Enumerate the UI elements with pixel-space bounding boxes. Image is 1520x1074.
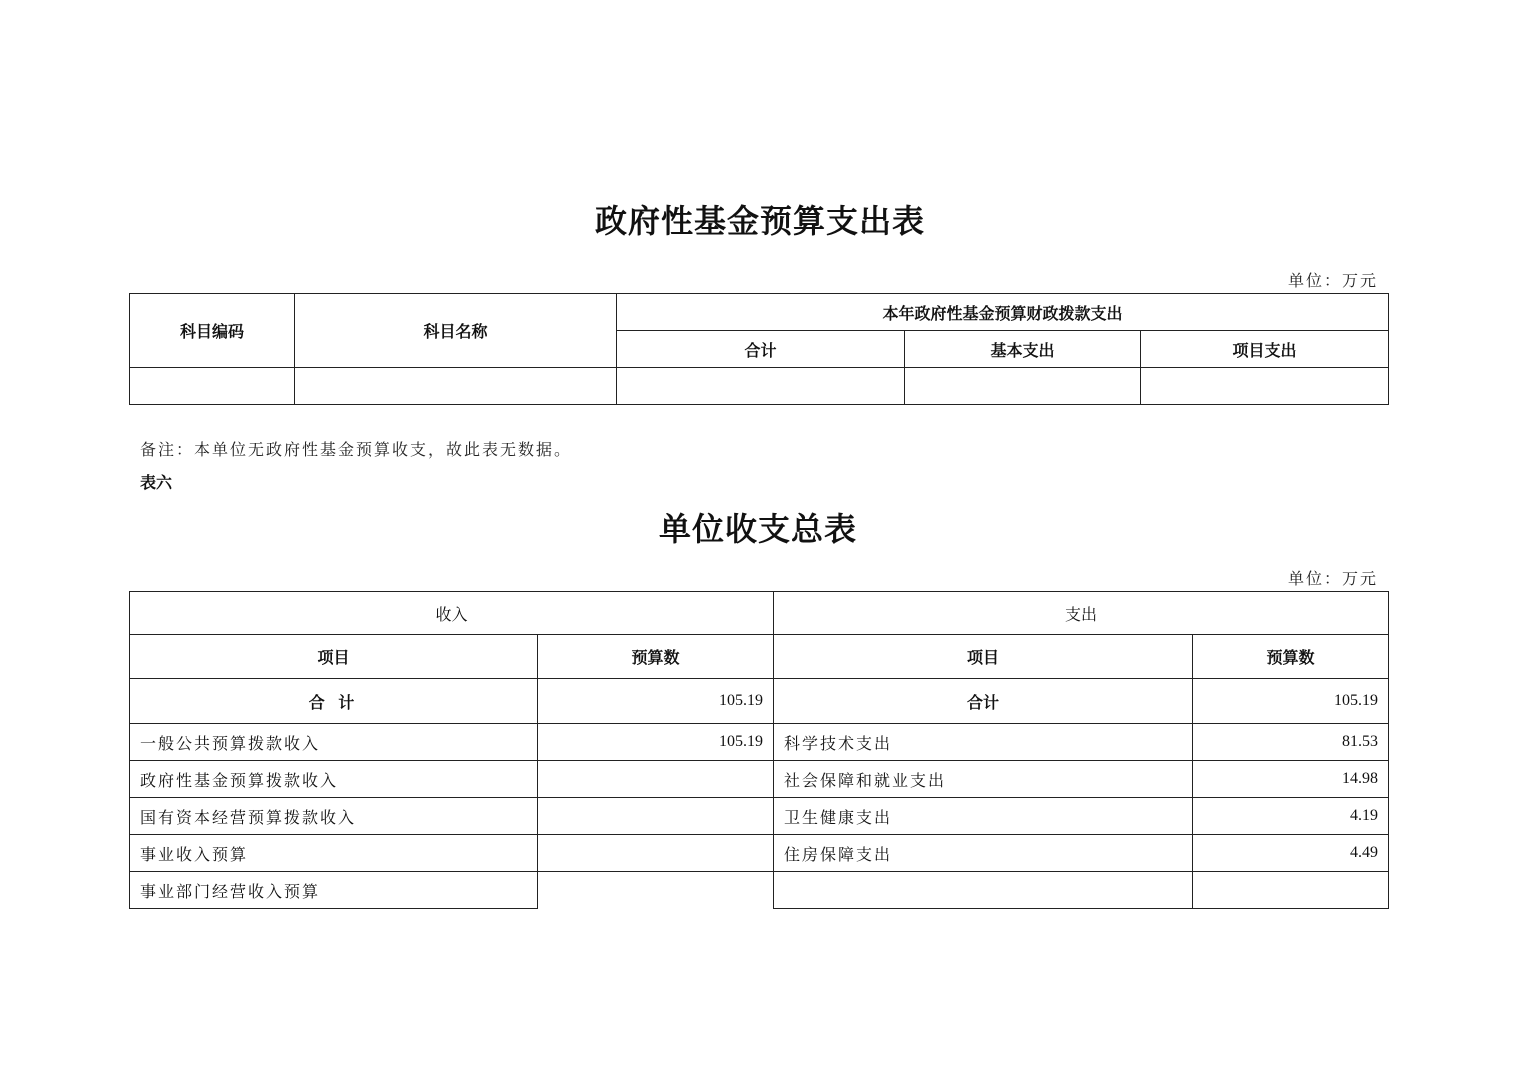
expense-value: 4.19 [1193,798,1389,835]
income-total-label: 合 计 [130,679,538,724]
income-header: 收入 [130,592,774,635]
table-row [130,761,1389,798]
expense-total-value: 105.19 [1193,679,1389,724]
header-total: 合计 [617,331,905,368]
header-subject-code: 科目编码 [130,294,295,368]
income-item: 事业部门经营收入预算 [130,872,538,909]
table2-title: 单位收支总表 [658,510,857,548]
table-row [130,798,1389,835]
expense-item-header: 项目 [774,635,1193,679]
empty-cell [1141,368,1389,405]
income-value [538,798,774,835]
expense-header: 支出 [774,592,1389,635]
table2-unit-label: 单位：万元 [1287,569,1378,588]
income-item: 一般公共预算拨款收入 [130,724,538,761]
empty-cell [130,368,295,405]
expense-value: 14.98 [1193,761,1389,798]
income-value [538,872,774,909]
income-total-value: 105.19 [538,679,774,724]
expense-item: 社会保障和就业支出 [774,761,1193,798]
header-basic-expense: 基本支出 [905,331,1141,368]
expense-budget-header: 预算数 [1193,635,1389,679]
income-budget-header: 预算数 [538,635,774,679]
expense-total-label: 合计 [774,679,1193,724]
income-item: 国有资本经营预算拨款收入 [130,798,538,835]
expense-value: 4.49 [1193,835,1389,872]
table-number-label: 表六 [140,473,173,492]
empty-cell [295,368,617,405]
expense-item: 住房保障支出 [774,835,1193,872]
gov-fund-expense-table [129,293,1389,405]
income-item: 事业收入预算 [130,835,538,872]
income-value [538,761,774,798]
total-row [130,679,1389,724]
header-subject-name: 科目名称 [295,294,617,368]
expense-value [1193,872,1389,909]
empty-cell [905,368,1141,405]
income-value: 105.19 [538,724,774,761]
income-item: 政府性基金预算拨款收入 [130,761,538,798]
expense-value: 81.53 [1193,724,1389,761]
income-expense-summary-table [129,591,1389,909]
table-row [130,835,1389,872]
table1-unit-label: 单位：万元 [1287,271,1378,290]
remark-note: 备注：本单位无政府性基金预算收支，故此表无数据。 [140,440,573,459]
header-fund-expense-group: 本年政府性基金预算财政拨款支出 [617,294,1389,331]
income-item-header: 项目 [130,635,538,679]
table-row [130,872,1389,909]
header-project-expense: 项目支出 [1141,331,1389,368]
expense-item: 科学技术支出 [774,724,1193,761]
income-value [538,835,774,872]
empty-cell [617,368,905,405]
table1-title: 政府性基金预算支出表 [594,202,925,240]
expense-item [774,872,1193,909]
expense-item: 卫生健康支出 [774,798,1193,835]
table-row [130,368,1389,405]
table-row [130,724,1389,761]
